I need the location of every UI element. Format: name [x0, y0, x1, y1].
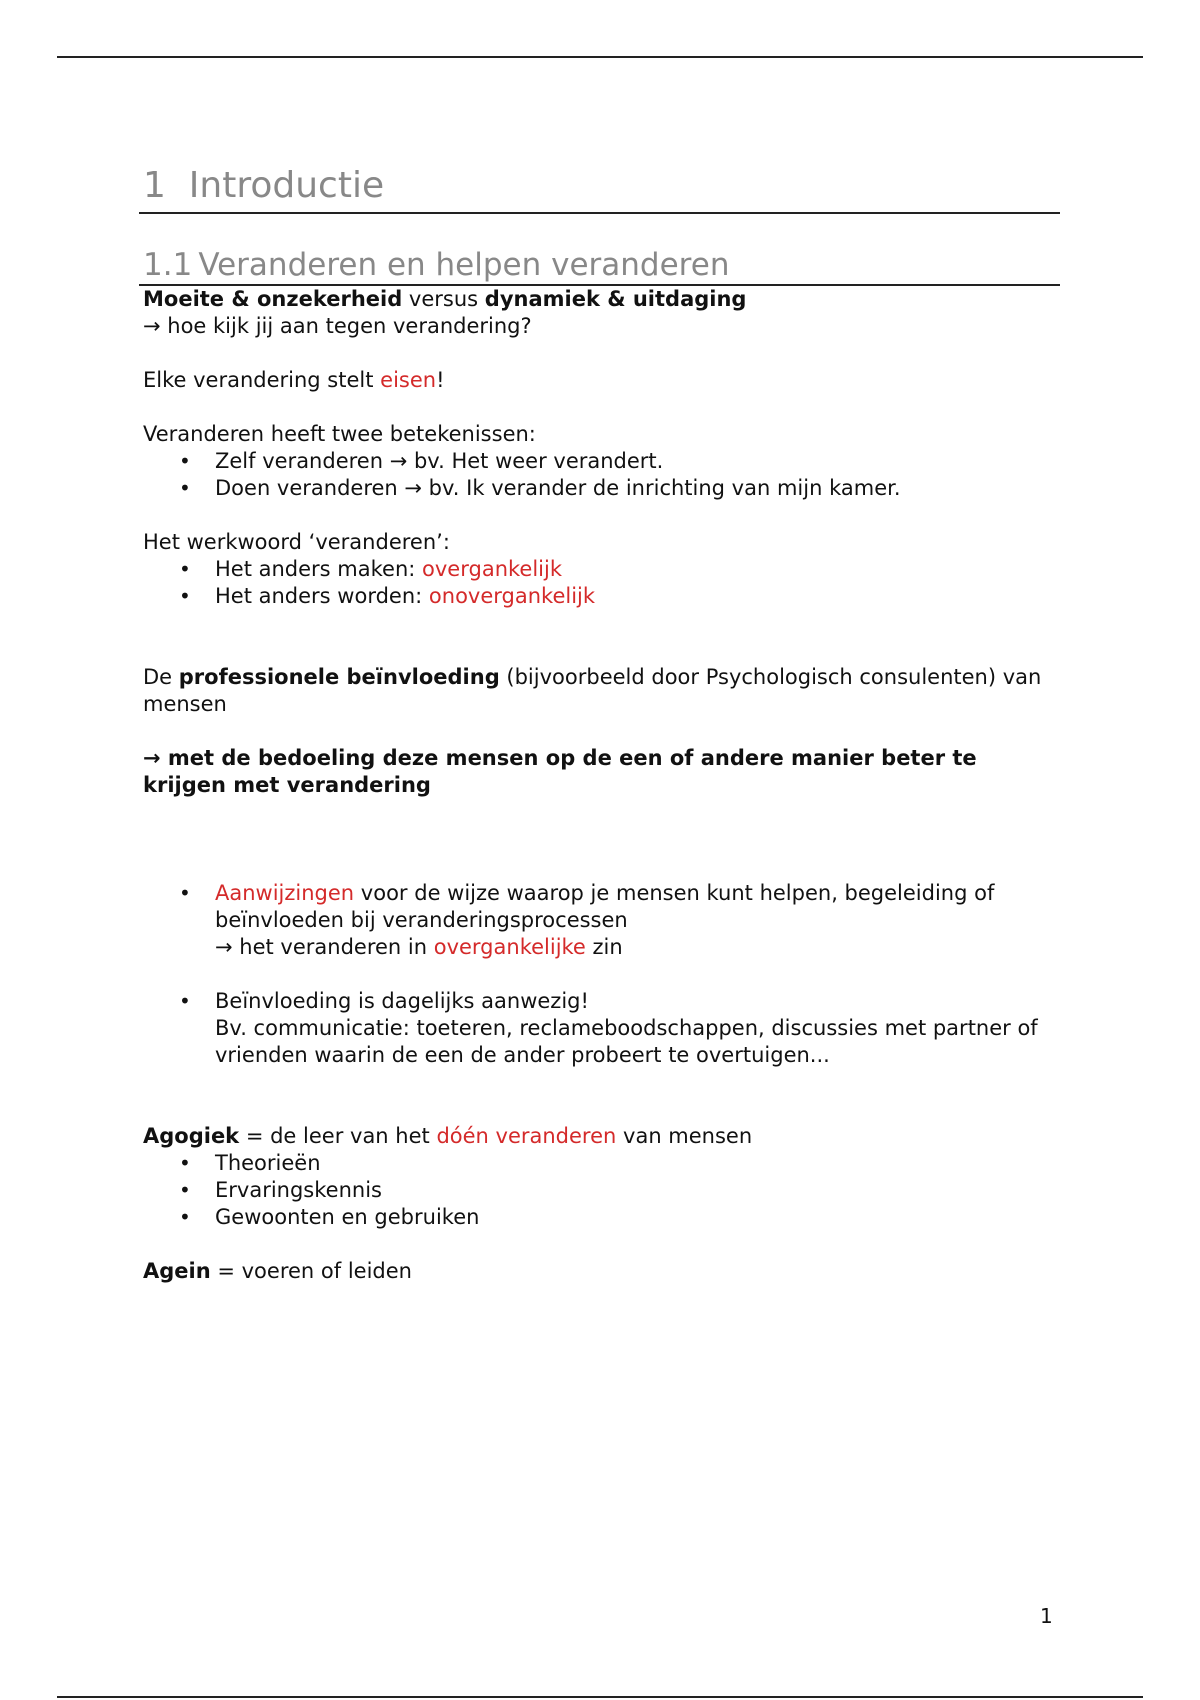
influence-list — [143, 880, 1060, 1069]
list-item: • Zelf veranderen → bv. Het weer verandert. — [143, 448, 1060, 475]
intro-question: → hoe kijk jij aan tegen verandering? — [143, 314, 532, 338]
professional-goal: → met de bedoeling deze mensen op de een of andere manier beter te krijgen met verandering — [143, 746, 977, 797]
list-item: • Doen veranderen → bv. Ik verander de inrichting van mijn kamer. — [143, 475, 1060, 502]
list-item: • Het anders maken: overgankelijk — [143, 556, 1060, 583]
heading-1-number: 1 — [143, 165, 166, 206]
list-item: • Aanwijzingen voor de wijze waarop je mensen kunt helpen, begeleiding of beïnvloeden bij veranderingsprocessen → het veranderen in overgankelijke zin — [143, 880, 1060, 961]
heading-2-number: 1.1 — [143, 247, 193, 283]
agogiek-definition: Agogiek = de leer van het dóén veranderen van mensen — [143, 1124, 753, 1148]
page-number: 1 — [1040, 1604, 1053, 1628]
verb-list — [143, 556, 1060, 610]
agogiek-list — [143, 1150, 1060, 1231]
list-item: • Ervaringskennis — [143, 1177, 1060, 1204]
list-item: • Theorieën — [143, 1150, 1060, 1177]
heading-1 — [139, 164, 1060, 214]
eisen-line: Elke verandering stelt eisen! — [143, 368, 445, 392]
agein-definition: Agein = voeren of leiden — [143, 1259, 412, 1283]
document-body — [143, 164, 1060, 1285]
heading-2-title: Veranderen en helpen veranderen — [198, 247, 730, 283]
intro-line: Moeite & onzekerheid versus dynamiek & uitdaging — [143, 287, 747, 311]
list-item: • Beïnvloeding is dagelijks aanwezig! Bv. communicatie: toeteren, reclameboodschappen, discussies met partner of vrienden waarin de een de ander probeert te overtuigen... — [143, 988, 1060, 1069]
list-item: • Gewoonten en gebruiken — [143, 1204, 1060, 1231]
list-item: • Het anders worden: onovergankelijk — [143, 583, 1060, 610]
professional-paragraph: De professionele beïnvloeding (bijvoorbeeld door Psychologisch consulenten) van mensen — [143, 665, 1042, 716]
page-top-rule — [57, 56, 1143, 58]
page-bottom-rule — [57, 1696, 1143, 1698]
heading-2 — [139, 246, 1060, 286]
heading-1-title: Introductie — [188, 165, 385, 206]
meanings-list — [143, 448, 1060, 502]
meanings-title: Veranderen heeft twee betekenissen: — [143, 422, 536, 446]
verb-title: Het werkwoord ‘veranderen’: — [143, 530, 450, 554]
